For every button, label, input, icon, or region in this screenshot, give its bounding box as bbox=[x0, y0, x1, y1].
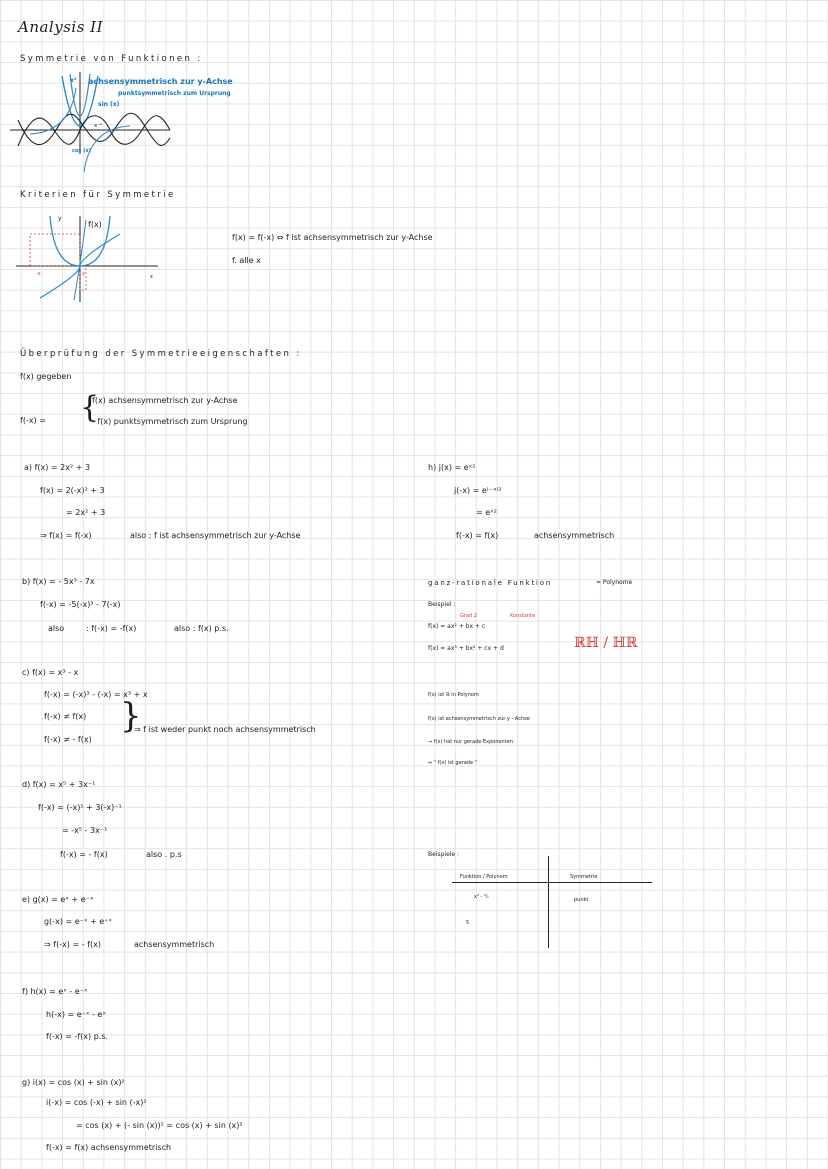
poly-sign-sketch: ℝℍ / ℍℝ bbox=[574, 635, 638, 651]
criteria-line-2: f. alle x bbox=[232, 256, 261, 265]
ex-d-line-2: f(-x) = (-x)⁵ + 3(-x)⁻¹ bbox=[38, 803, 122, 812]
poly-formula-1: f(x) = ax² + bx + c bbox=[428, 623, 486, 630]
poly-note-4: ⇔ " f(x) ist gerade " bbox=[428, 760, 477, 766]
ex-c-line-1: c) f(x) = x³ - x bbox=[22, 668, 79, 677]
cos-label: cos (x) bbox=[72, 148, 91, 154]
f-neg-label: f(-x) = bbox=[20, 416, 46, 425]
ex-b-line-1: b) f(x) = - 5x³ - 7x bbox=[22, 577, 95, 586]
poly-note-3: ⇒ f(x) hat nur gerade Exponenten bbox=[428, 739, 513, 745]
y-axis-label: y bbox=[58, 215, 62, 222]
ex-h-line-4: f(-x) = f(x) bbox=[456, 531, 499, 540]
case-point: - f(x) punktsymmetrisch zum Ursprung bbox=[92, 417, 248, 426]
poly-note-2: f(x) ist achsensymmetrisch zur y - Achse bbox=[428, 716, 530, 722]
ex-a-conclusion: also : f ist achsensymmetrisch zur y-Achse bbox=[130, 531, 301, 540]
ex-b-line-3: : f(-x) = -f(x) bbox=[86, 624, 137, 633]
ex-g-line-3: = cos (x) + (- sin (x))² = cos (x) + sin (x)² bbox=[76, 1121, 243, 1130]
ex-d-conclusion: also . p.s bbox=[146, 850, 182, 859]
axis-symmetric-label: achsensymmetrisch zur y-Achse bbox=[88, 77, 233, 86]
brace-symbol: { bbox=[80, 390, 100, 425]
poly-equals: = Polynome bbox=[596, 579, 633, 586]
ex-h-line-1: h) j(x) = eˣ² bbox=[428, 463, 476, 472]
ex-b-also: also bbox=[48, 624, 65, 633]
ex-e-conclusion: achsensymmetrisch bbox=[134, 940, 215, 949]
table-column-rule bbox=[548, 856, 549, 948]
ex-d-line-3: = -x⁵ - 3x⁻¹ bbox=[62, 826, 108, 835]
ex-a-line-2: f(x) = 2(-x)² + 3 bbox=[40, 486, 105, 495]
ex-a-line-1: a) f(x) = 2x² + 3 bbox=[24, 463, 91, 472]
poly-example-label: Beispiel : bbox=[428, 601, 456, 608]
table-row-1-function: x³ - ¹⁄ₓ bbox=[474, 894, 490, 900]
section-heading-criteria: Kriterien für Symmetrie bbox=[20, 190, 176, 200]
ex-e-line-3: ⇒ f(-x) = - f(x) bbox=[44, 940, 101, 949]
page-title: Analysis II bbox=[18, 18, 104, 36]
ex-h-line-2: j(-x) = e⁽⁻ˣ⁾² bbox=[454, 486, 502, 495]
poly-note-1: f(x) ist ℝ in Polynom bbox=[428, 692, 479, 698]
x-squared-label: x² bbox=[70, 77, 77, 84]
table-row-1-symmetry: punkt bbox=[574, 897, 589, 903]
ex-b-line-2: f(-x) = -5(-x)³ - 7(-x) bbox=[40, 600, 121, 609]
ex-g-line-1: g) i(x) = cos (x) + sin (x)² bbox=[22, 1078, 125, 1087]
poly-annotation-degree: Grad 2 bbox=[460, 613, 477, 619]
table-header-function: Funktion / Polynom bbox=[460, 874, 508, 880]
fx-label: f(x) bbox=[88, 220, 102, 229]
section-heading-symmetry: Symmetrie von Funktionen : bbox=[20, 54, 203, 64]
case-axis: f(x) achsensymmetrisch zur y-Achse bbox=[92, 396, 238, 405]
ex-h-conclusion: achsensymmetrisch bbox=[534, 531, 615, 540]
criteria-line-1: f(x) = f(-x) ⇔ f ist achsensymmetrisch zur y-Achse bbox=[232, 233, 433, 242]
ex-h-line-3: = eˣ² bbox=[476, 508, 497, 517]
ex-d-line-1: d) f(x) = x⁵ + 3x⁻¹ bbox=[22, 780, 96, 789]
table-row-2-function: 5 bbox=[466, 920, 470, 926]
poly-annotation-constant: Konstante bbox=[510, 613, 536, 619]
x-inverse-label: x⁻¹ bbox=[94, 123, 103, 129]
neg-x-label: -x bbox=[36, 271, 41, 277]
ex-c-line-3: f(-x) ≠ f(x) bbox=[44, 712, 87, 721]
ex-g-line-2: i(-x) = cos (-x) + sin (-x)² bbox=[46, 1098, 147, 1107]
brace-right-symbol: } bbox=[120, 696, 142, 736]
table-header-rule bbox=[452, 882, 652, 883]
ex-f-line-1: f) h(x) = eˣ - e⁻ˣ bbox=[22, 987, 88, 996]
ex-a-line-3: = 2x² + 3 bbox=[66, 508, 106, 517]
poly-formula-2: f(x) = ax³ + bx² + cx + d bbox=[428, 645, 504, 652]
ex-f-line-2: h(-x) = e⁻ˣ - eˣ bbox=[46, 1010, 106, 1019]
given-text: f(x) gegeben bbox=[20, 372, 72, 381]
pos-x-label: x bbox=[82, 271, 85, 277]
ex-e-line-1: e) g(x) = eˣ + e⁻ˣ bbox=[22, 895, 94, 904]
table-header-symmetry: Symmetrie bbox=[570, 874, 598, 880]
ex-g-line-4: f(-x) = f(x) achsensymmetrisch bbox=[46, 1143, 172, 1152]
ex-f-line-3: f(-x) = -f(x) p.s. bbox=[46, 1032, 109, 1041]
ex-c-line-2: f(-x) = (-x)³ - (-x) = x³ + x bbox=[44, 690, 148, 699]
ex-e-line-2: g(-x) = e⁻ˣ + e⁺ˣ bbox=[44, 917, 112, 926]
table-label: Beispiele : bbox=[428, 851, 460, 858]
x-axis-label: x bbox=[150, 274, 153, 280]
poly-heading: ganz-rationale Funktion bbox=[428, 579, 553, 587]
ex-b-conclusion: also : f(x) p.s. bbox=[174, 624, 229, 633]
sin-label: sin (x) bbox=[98, 101, 120, 108]
point-symmetric-label: punktsymmetrisch zum Ursprung bbox=[118, 90, 231, 97]
ex-d-line-4: f(-x) = - f(x) bbox=[60, 850, 108, 859]
section-heading-check: Überprüfung der Symmetrieeigenschaften : bbox=[20, 349, 302, 359]
ex-c-conclusion: ⇒ f ist weder punkt noch achsensymmetrisch bbox=[134, 725, 316, 734]
ex-a-line-4: ⇒ f(x) = f(-x) bbox=[40, 531, 92, 540]
ex-c-line-4: f(-x) ≠ - f(x) bbox=[44, 735, 92, 744]
